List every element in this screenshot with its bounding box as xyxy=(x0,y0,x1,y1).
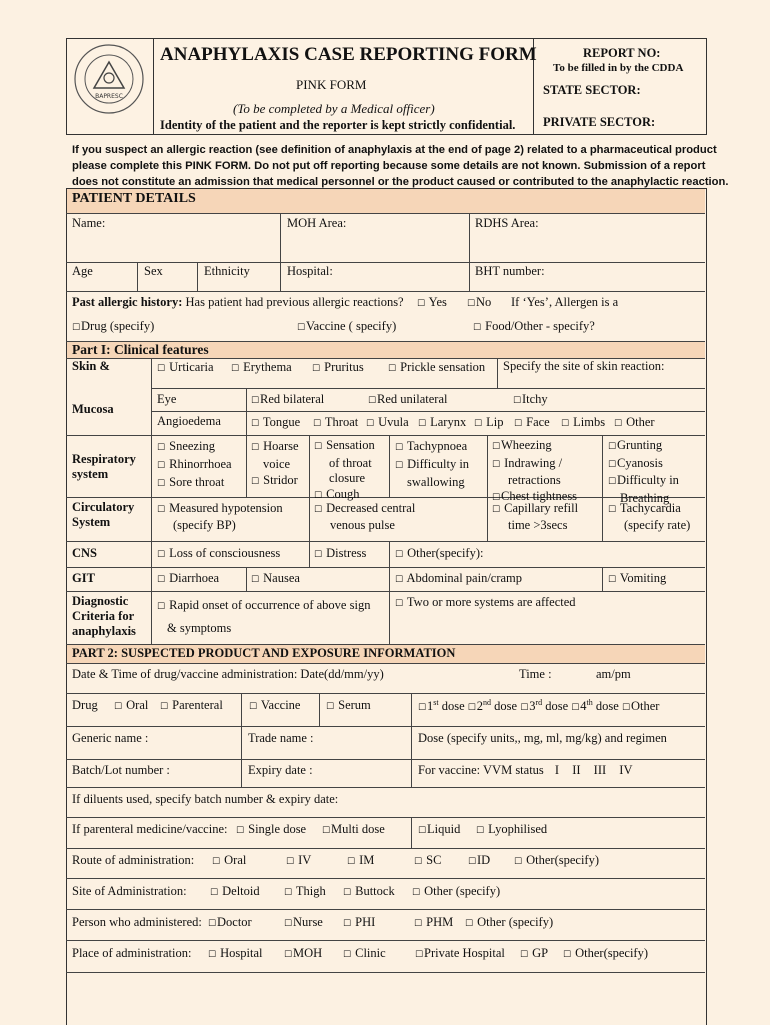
vvm-ii-option[interactable]: II xyxy=(572,763,581,777)
sneezing-checkbox[interactable]: ☐ Sneezing xyxy=(157,439,215,453)
two-systems-checkbox[interactable]: ☐ Two or more systems are affected xyxy=(395,595,576,609)
route-oral-checkbox[interactable]: ☐ Oral xyxy=(212,853,247,867)
place-clinic-checkbox[interactable]: ☐ Clinic xyxy=(343,946,386,960)
lip-checkbox[interactable]: ☐ Lip xyxy=(474,415,504,429)
itchy-checkbox[interactable]: ☐Itchy xyxy=(513,392,548,406)
circulatory-label: Circulatory System xyxy=(72,500,135,529)
past-allergic-question: Has patient had previous allergic reactions? xyxy=(185,295,404,309)
patient-details-heading: PATIENT DETAILS xyxy=(72,191,196,206)
person-label: Person who administered: xyxy=(72,915,202,929)
serum-checkbox[interactable]: ☐ Serum xyxy=(326,698,371,712)
hoarse-voice-checkbox[interactable]: ☐ Hoarse xyxy=(251,439,299,453)
skin-site-field[interactable]: Specify the site of skin reaction: xyxy=(503,359,665,373)
cns-label: CNS xyxy=(72,546,98,560)
distress-checkbox[interactable]: ☐ Distress xyxy=(314,546,367,560)
vvm-i-option[interactable]: I xyxy=(554,763,560,777)
moh-area-field[interactable]: MOH Area: xyxy=(287,216,347,230)
form-subtitle: PINK FORM xyxy=(296,77,367,92)
food-allergen-checkbox[interactable]: ☐ Food/Other - specify? xyxy=(473,319,595,333)
loss-consciousness-checkbox[interactable]: ☐ Loss of consciousness xyxy=(157,546,281,560)
eye-label: Eye xyxy=(157,392,177,406)
dose2-checkbox[interactable]: ☐2nd dose xyxy=(467,698,518,714)
hypotension-checkbox[interactable]: ☐ Measured hypotension (specify BP) xyxy=(157,501,283,532)
cough-checkbox[interactable]: ☐ Cough xyxy=(314,486,360,501)
diluents-field[interactable]: If diluents used, specify batch number & expiry date: xyxy=(72,792,339,806)
cdda-note: To be filled in by the CDDA xyxy=(553,62,684,74)
batch-lot-field[interactable]: Batch/Lot number : xyxy=(72,763,170,777)
dose-other-checkbox[interactable]: ☐Other xyxy=(621,699,660,714)
place-moh-checkbox[interactable]: ☐MOH xyxy=(284,946,323,960)
vaccine-checkbox[interactable]: ☐ Vaccine xyxy=(249,698,301,712)
gp-checkbox[interactable]: ☐ GP xyxy=(520,946,549,960)
confidential-note: Identity of the patient and the reporter is kept strictly confidential. xyxy=(160,118,516,132)
vomiting-checkbox[interactable]: ☐ Vomiting xyxy=(608,571,667,585)
drug-allergen-checkbox[interactable]: ☐Drug (specify) xyxy=(72,319,155,333)
ampm-label: am/pm xyxy=(596,667,631,681)
hospital-field[interactable]: Hospital: xyxy=(287,264,333,278)
throat-checkbox[interactable]: ☐ Throat xyxy=(313,415,359,429)
part1-heading: Part I: Clinical features xyxy=(72,342,209,357)
angioedema-label: Angioedema xyxy=(157,414,221,428)
past-allergic-history-label: Past allergic history: xyxy=(72,295,183,309)
bht-number-field[interactable]: BHT number: xyxy=(475,264,545,278)
respiratory-col4: ☐ Tachypnoea ☐ Difficulty in swallowing xyxy=(395,439,470,489)
nurse-checkbox[interactable]: ☐Nurse xyxy=(284,915,323,929)
chest-tightness-checkbox[interactable]: ☐Chest tightness xyxy=(492,488,578,503)
person-other-checkbox[interactable]: ☐ Other (specify) xyxy=(465,915,554,929)
form-title: ANAPHYLAXIS CASE REPORTING FORM xyxy=(160,44,537,65)
time-field[interactable]: Time : xyxy=(519,667,552,681)
date-field[interactable]: Date & Time of drug/vaccine administration: Date(dd/mm/yy) xyxy=(72,667,384,681)
route-id-checkbox[interactable]: ☐ID xyxy=(468,853,491,867)
place-other-checkbox[interactable]: ☐ Other(specify) xyxy=(563,946,649,960)
tachypnoea-checkbox[interactable]: ☐ Tachypnoea xyxy=(395,439,468,453)
parenteral-question: If parenteral medicine/vaccine: xyxy=(72,822,228,836)
pruritus-checkbox[interactable]: ☐ Pruritus xyxy=(312,360,364,374)
route-other-checkbox[interactable]: ☐ Other(specify) xyxy=(514,853,600,867)
route-iv-checkbox[interactable]: ☐ IV xyxy=(286,853,312,867)
rapid-onset-checkbox[interactable]: ☐ Rapid onset of occurrence of above sign & symptoms xyxy=(157,598,371,635)
dose-number-options xyxy=(418,698,659,714)
vvm-iii-option[interactable]: III xyxy=(593,763,607,777)
past-allergic-history-row xyxy=(72,295,404,310)
other-angioedema-checkbox[interactable]: ☐ Other xyxy=(614,415,655,429)
tachycardia-checkbox[interactable]: ☐ Tachycardia (specify rate) xyxy=(608,501,691,532)
trade-name-field[interactable]: Trade name : xyxy=(248,731,314,745)
route-im-checkbox[interactable]: ☐ IM xyxy=(347,853,375,867)
respiratory-col3: ☐ Sensation of throat closure ☐ Cough xyxy=(314,438,375,504)
logo-text: BAPRESC xyxy=(95,93,123,100)
git-label: GIT xyxy=(72,571,95,585)
intro-line-3: does not constitute an admission that medical personnel or the product caused or contributed to the anaphylactic reaction. xyxy=(72,176,729,188)
route-sc-checkbox[interactable]: ☐ SC xyxy=(414,853,442,867)
cns-other-checkbox[interactable]: ☐ Other(specify): xyxy=(395,546,484,560)
uvula-checkbox[interactable]: ☐ Uvula xyxy=(366,415,409,429)
diagnostic-criteria-label: Diagnostic Criteria for anaphylaxis xyxy=(72,594,136,638)
respiratory-col5: ☐Wheezing ☐ Indrawing / retractions ☐Chest tightness xyxy=(492,438,577,506)
wheezing-checkbox[interactable]: ☐Wheezing xyxy=(492,438,552,452)
sex-field[interactable]: Sex xyxy=(144,264,163,278)
generic-name-field[interactable]: Generic name : xyxy=(72,731,149,745)
route-label: Route of administration: xyxy=(72,853,195,867)
completed-by-note: (To be completed by a Medical officer) xyxy=(233,101,435,116)
respiratory-col2: ☐ Hoarse voice ☐ Stridor xyxy=(251,438,299,490)
capillary-refill-checkbox[interactable]: ☐ Capillary refill time >3secs xyxy=(492,501,579,532)
respiratory-col6: ☐Grunting ☐Cyanosis ☐Difficulty in Breathing xyxy=(608,438,679,505)
rdhs-area-field[interactable]: RDHS Area: xyxy=(475,216,539,230)
organization-logo xyxy=(72,42,146,116)
thigh-checkbox[interactable]: ☐ Thigh xyxy=(284,884,326,898)
drug-label: Drug xyxy=(72,698,98,712)
phm-checkbox[interactable]: ☐ PHM xyxy=(414,915,454,929)
red-unilateral-checkbox[interactable]: ☐Red unilateral xyxy=(368,392,448,406)
vvm-status-row: For vaccine: VVM status I II III IV xyxy=(418,763,633,777)
tongue-checkbox[interactable]: ☐ Tongue xyxy=(251,415,301,429)
dose-regimen-field[interactable]: Dose (specify units,, mg, ml, mg/kg) and regimen xyxy=(418,731,667,745)
throat-closure-checkbox[interactable]: ☐ Sensation xyxy=(314,438,375,452)
grunting-checkbox[interactable]: ☐Grunting xyxy=(608,438,663,452)
abdominal-pain-checkbox[interactable]: ☐ Abdominal pain/cramp xyxy=(395,571,523,585)
lyophilised-checkbox[interactable]: ☐ Lyophilised xyxy=(476,822,548,836)
deltoid-checkbox[interactable]: ☐ Deltoid xyxy=(210,884,260,898)
erythema-checkbox[interactable]: ☐ Erythema xyxy=(231,360,292,374)
site-other-checkbox[interactable]: ☐ Other (specify) xyxy=(412,884,501,898)
dose3-checkbox[interactable]: ☐3rd dose xyxy=(520,698,569,714)
dose1-checkbox[interactable]: ☐1st dose xyxy=(418,698,465,714)
urticaria-checkbox[interactable]: ☐ Urticaria xyxy=(157,360,214,374)
vvm-iv-option[interactable]: IV xyxy=(619,763,633,777)
doctor-checkbox[interactable]: ☐Doctor xyxy=(208,915,252,929)
buttock-checkbox[interactable]: ☐ Buttock xyxy=(343,884,395,898)
larynx-checkbox[interactable]: ☐ Larynx xyxy=(418,415,467,429)
site-label: Site of Administration: xyxy=(72,884,187,898)
age-field[interactable]: Age xyxy=(72,264,93,278)
cyanosis-checkbox[interactable]: ☐Cyanosis xyxy=(608,455,663,470)
place-hospital-checkbox[interactable]: ☐ Hospital xyxy=(208,946,263,960)
phi-checkbox[interactable]: ☐ PHI xyxy=(343,915,376,929)
rhinorrhoea-checkbox[interactable]: ☐ Rhinorrhoea xyxy=(157,457,232,471)
yes-checkbox[interactable]: ☐ Yes xyxy=(417,295,447,309)
part2-heading: PART 2: SUSPECTED PRODUCT AND EXPOSURE INFORMATION xyxy=(72,646,456,660)
intro-line-2: please complete this PINK FORM. Do not put off reporting because some details are not known. Submission of a report xyxy=(72,160,706,172)
respiratory-col1 xyxy=(157,438,232,492)
vaccine-allergen-checkbox[interactable]: ☐Vaccine ( specify) xyxy=(297,319,397,333)
private-hospital-checkbox[interactable]: ☐Private Hospital xyxy=(415,946,505,960)
parenteral-checkbox[interactable]: ☐ Parenteral xyxy=(160,698,223,712)
report-no-label: REPORT NO: xyxy=(583,46,661,60)
difficulty-swallowing-checkbox[interactable]: ☐ Difficulty in xyxy=(395,457,470,471)
red-bilateral-checkbox[interactable]: ☐Red bilateral xyxy=(251,392,325,406)
mucosa-label: Mucosa xyxy=(72,402,114,416)
stridor-checkbox[interactable]: ☐ Stridor xyxy=(251,473,298,487)
private-sector-label: PRIVATE SECTOR: xyxy=(543,115,656,129)
state-sector-label: STATE SECTOR: xyxy=(543,83,641,97)
limbs-checkbox[interactable]: ☐ Limbs xyxy=(561,415,606,429)
intro-paragraph xyxy=(72,142,728,190)
oral-checkbox[interactable]: ☐ Oral xyxy=(114,698,149,712)
diarrhoea-checkbox[interactable]: ☐ Diarrhoea xyxy=(157,571,220,585)
place-label: Place of administration: xyxy=(72,946,192,960)
indrawing-checkbox[interactable]: ☐ Indrawing / xyxy=(492,455,563,470)
ethnicity-field[interactable]: Ethnicity xyxy=(204,264,250,278)
liquid-checkbox[interactable]: ☐Liquid xyxy=(418,822,461,836)
skin-label: Skin & xyxy=(72,359,110,373)
single-dose-checkbox[interactable]: ☐ Single dose xyxy=(236,822,307,836)
multi-dose-checkbox[interactable]: ☐Multi dose xyxy=(322,822,385,836)
difficulty-breathing-checkbox[interactable]: ☐Difficulty in xyxy=(608,473,679,487)
if-yes-label: If ‘Yes’, Allergen is a xyxy=(511,295,619,309)
intro-line-1: If you suspect an allergic reaction (see definition of anaphylaxis at the end of page 2) related to a pharmaceutical product xyxy=(72,144,717,156)
nausea-checkbox[interactable]: ☐ Nausea xyxy=(251,571,300,585)
dose4-checkbox[interactable]: ☐4th dose xyxy=(571,698,619,714)
respiratory-label: Respiratory system xyxy=(72,452,136,481)
no-checkbox[interactable]: ☐No xyxy=(467,295,492,309)
face-checkbox[interactable]: ☐ Face xyxy=(514,415,550,429)
decreased-venous-pulse-checkbox[interactable]: ☐ Decreased central venous pulse xyxy=(314,501,416,532)
sore-throat-checkbox[interactable]: ☐ Sore throat xyxy=(157,475,225,489)
prickle-sensation-checkbox[interactable]: ☐ Prickle sensation xyxy=(388,360,486,374)
expiry-date-field[interactable]: Expiry date : xyxy=(248,763,313,777)
name-field[interactable]: Name: xyxy=(72,216,106,230)
